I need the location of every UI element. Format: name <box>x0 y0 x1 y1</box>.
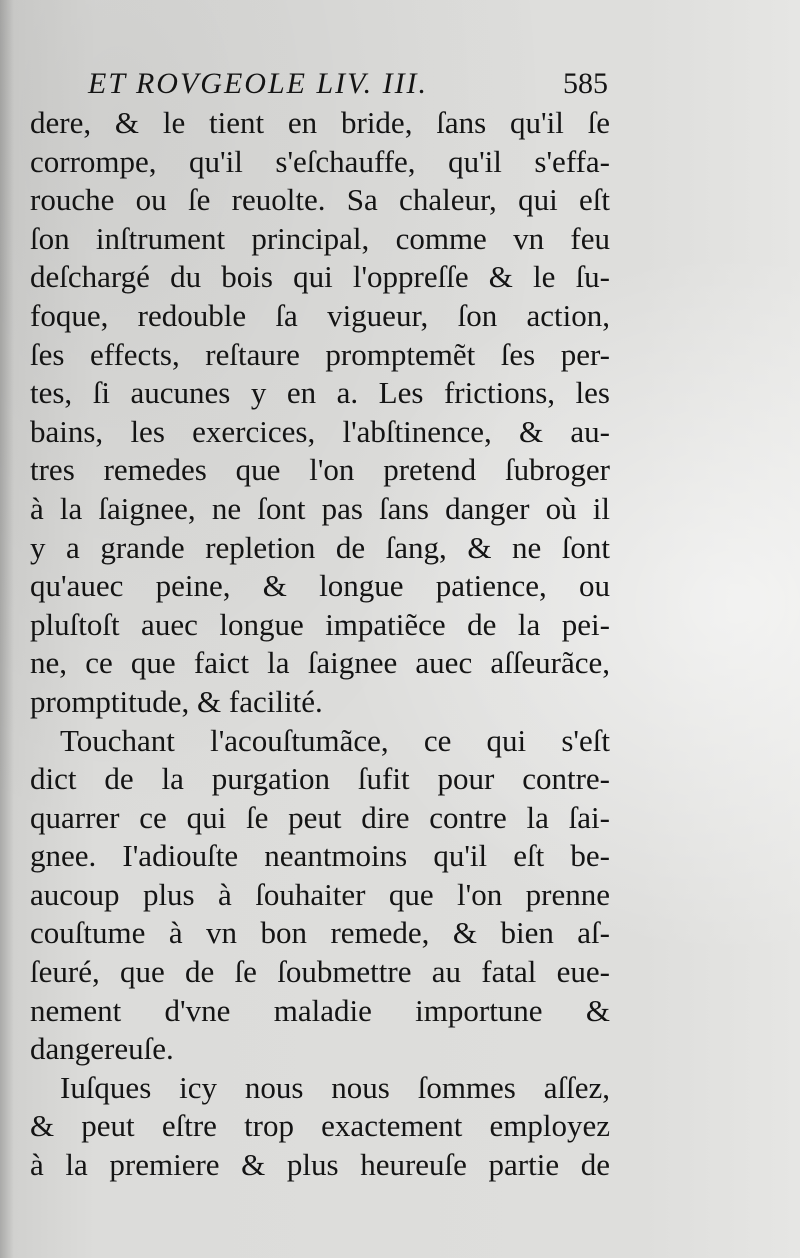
running-head <box>88 62 608 106</box>
text-line: quarrer ce qui ſe peut dire contre la ſai- <box>30 799 610 835</box>
text-line: ſeuré, que de ſe ſoubmettre au fatal eue- <box>30 954 610 990</box>
text-line: foque, redouble ſa vigueur, ſon action, <box>30 297 610 333</box>
text-line: bains, les exercices, l'abſtinence, & au- <box>30 413 610 449</box>
text-line: rouche ou ſe reuolte. Sa chaleur, qui eſt <box>30 182 610 218</box>
text-line: à la ſaignee, ne ſont pas ſans danger où il <box>30 490 610 526</box>
text-line: dangereuſe. <box>30 1031 174 1067</box>
text-line: qu'auec peine, & longue patience, ou <box>30 568 610 604</box>
running-head-title: ET ROVGEOLE LIV. III. <box>88 67 429 100</box>
text-line: ſes effects, reſtaure promptemẽt ſes per- <box>30 336 610 372</box>
page-gutter-shadow <box>0 0 14 1258</box>
text-line: dere, & le tient en bride, ſans qu'il ſe <box>30 105 610 140</box>
text-line: tes, ſi aucunes y en a. Les frictions, les <box>30 375 610 411</box>
text-line: Iuſques icy nous nous ſommes aſſez, <box>60 1069 610 1105</box>
text-line: aucoup plus à ſouhaiter que l'on prenne <box>30 876 610 912</box>
text-line: promptitude, & facilité. <box>30 683 323 719</box>
text-line: corrompe, qu'il s'eſchauffe, qu'il s'effa- <box>30 143 610 179</box>
text-line: tres remedes que l'on pretend ſubroger <box>30 452 610 488</box>
text-line: couſtume à vn bon remede, & bien aſ- <box>30 915 610 951</box>
text-line: pluſtoſt auec longue impatiẽce de la pei- <box>30 606 610 642</box>
text-line: ne, ce que faict la ſaignee auec aſſeurãce, <box>30 645 610 681</box>
text-line: & peut eſtre trop exactement employez <box>30 1108 610 1144</box>
body-text <box>30 104 610 1185</box>
text-line: dict de la purgation ſufit pour contre- <box>30 761 610 797</box>
page-number: 585 <box>563 67 608 100</box>
text-line: nement d'vne maladie importune & <box>30 992 610 1028</box>
text-line: à la premiere & plus heureuſe partie de <box>30 1147 610 1183</box>
text-line: Touchant l'acouſtumãce, ce qui s'eſt <box>60 722 610 758</box>
text-line: deſchargé du bois qui l'oppreſſe & le ſu- <box>30 259 610 295</box>
text-line: gnee. I'adiouſte neantmoins qu'il eſt be- <box>30 838 610 874</box>
text-line: y a grande repletion de ſang, & ne ſont <box>30 529 610 565</box>
text-line: ſon inſtrument principal, comme vn feu <box>30 220 610 256</box>
